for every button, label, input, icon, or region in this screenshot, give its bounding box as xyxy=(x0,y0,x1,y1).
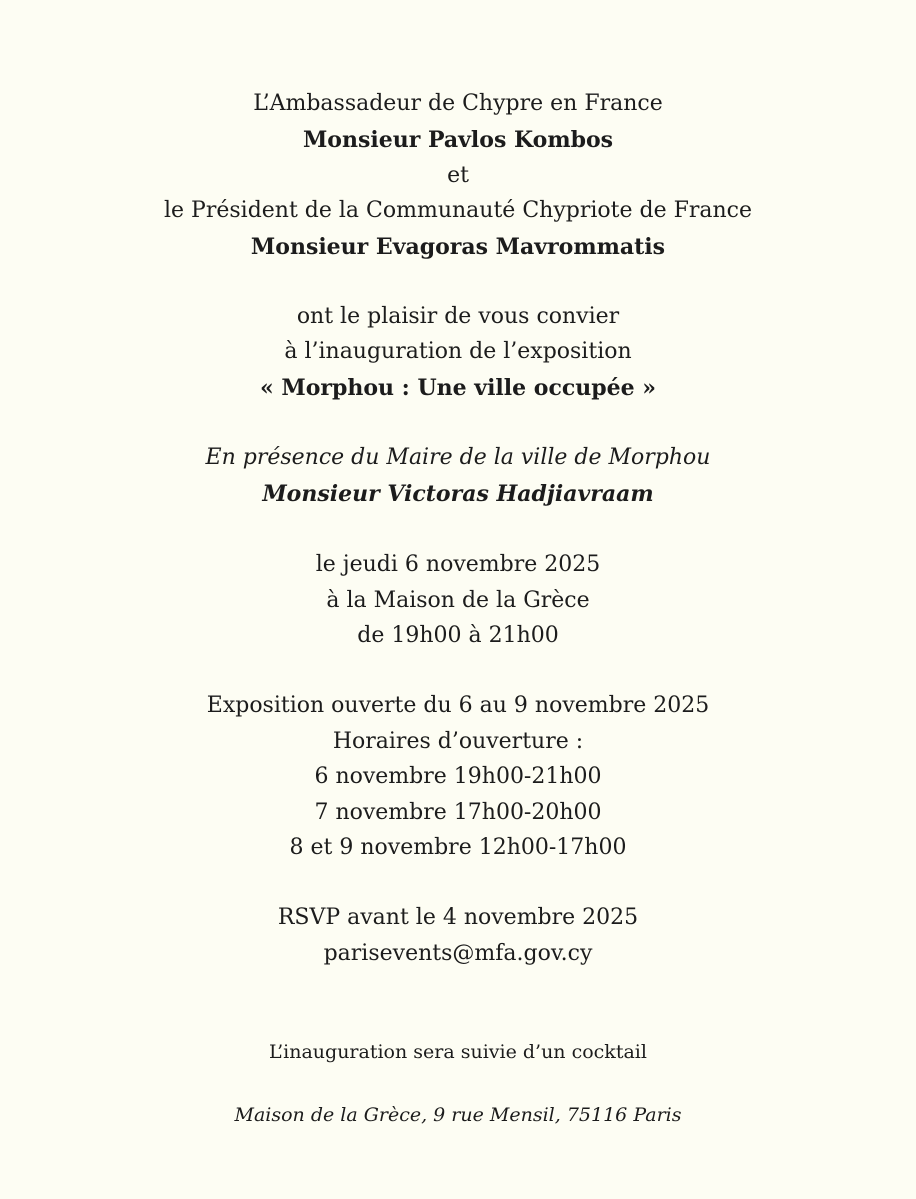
cocktail-note: L’inauguration sera suivie d’un cocktail xyxy=(269,1041,647,1063)
invitation-line-2: à l’inauguration de l’exposition xyxy=(284,339,632,364)
conjunction-text: et xyxy=(447,163,469,188)
event-date: le jeudi 6 novembre 2025 xyxy=(315,552,601,577)
exhibition-dates: Exposition ouverte du 6 au 9 novembre 2025 xyxy=(206,693,710,718)
rsvp-deadline: RSVP avant le 4 novembre 2025 xyxy=(277,905,639,930)
opening-hours-item: 7 novembre 17h00-20h00 xyxy=(314,800,602,825)
event-venue: à la Maison de la Grèce xyxy=(326,588,590,613)
rsvp-email: parisevents@mfa.gov.cy xyxy=(323,941,593,966)
ambassador-title: L’Ambassadeur de Chypre en France xyxy=(253,91,663,116)
opening-hours-item: 6 novembre 19h00-21h00 xyxy=(314,764,602,789)
guest-name: Monsieur Victoras Hadjiavraam xyxy=(262,481,654,507)
guest-intro: En présence du Maire de la ville de Morphou xyxy=(205,445,711,470)
president-title: le Président de la Communauté Chypriote de France xyxy=(163,198,752,223)
president-name: Monsieur Evagoras Mavrommatis xyxy=(250,234,666,260)
ambassador-name: Monsieur Pavlos Kombos xyxy=(302,127,614,153)
venue-address: Maison de la Grèce, 9 rue Mensil, 75116 Paris xyxy=(234,1104,682,1126)
invitation-line-1: ont le plaisir de vous convier xyxy=(296,304,620,329)
exhibition-title: « Morphou : Une ville occupée » xyxy=(259,375,657,401)
opening-hours-item: 8 et 9 novembre 12h00-17h00 xyxy=(289,835,627,860)
event-time: de 19h00 à 21h00 xyxy=(357,623,559,648)
opening-hours-label: Horaires d’ouverture : xyxy=(332,729,584,754)
